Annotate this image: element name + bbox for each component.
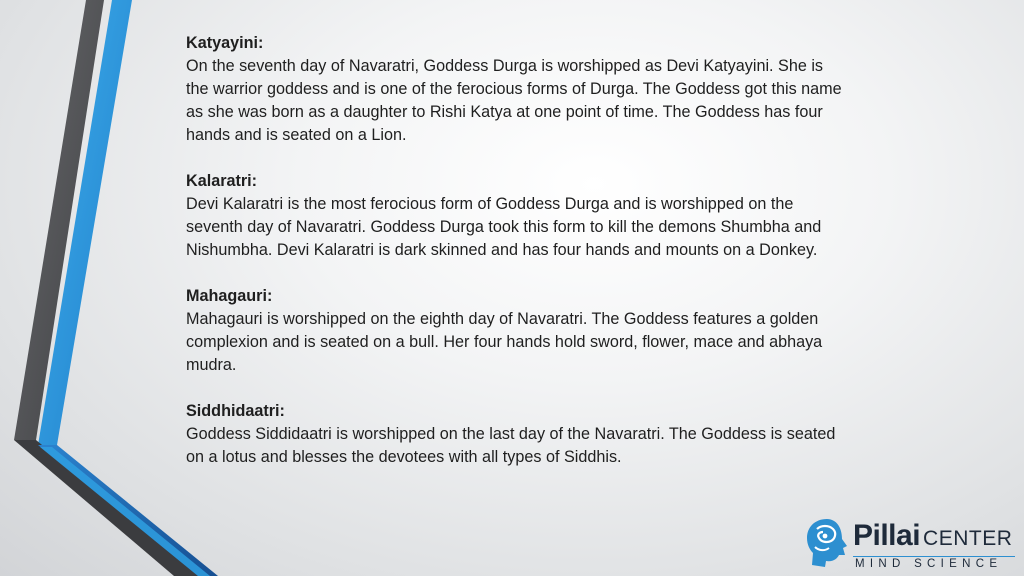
section-heading: Siddhidaatri: — [186, 402, 285, 420]
blue-stripe-lower — [40, 447, 210, 576]
section-text: Devi Kalaratri is the most ferocious form of Goddess Durga and is worshipped on the seventh day of Navaratri. Goddess Durga took this form to kill the demons Shumbha and Nishumbha. Devi Kalaratri is dark skinned and has four hands and mounts on a Donkey. — [186, 195, 822, 259]
section-heading: Kalaratri: — [186, 172, 258, 190]
section-heading: Mahagauri: — [186, 287, 273, 305]
dark-stripe-lower — [14, 440, 200, 576]
section-siddhidaatri — [186, 400, 846, 469]
logo-name — [853, 519, 1012, 553]
content-area — [186, 32, 846, 492]
logo-name-center: CENTER — [923, 527, 1013, 550]
section-kalaratri — [186, 170, 846, 262]
logo-divider — [853, 556, 1015, 557]
section-text: On the seventh day of Navaratri, Goddess Durga is worshipped as Devi Katyayini. She is the warrior goddess and is one of the ferocious forms of Durga. The Goddess got this name as she was born as a daughter to Rishi Katya at one point of time. The Goddess has four hands and is seated on a Lion. — [186, 57, 842, 144]
logo-tagline: MIND SCIENCE — [855, 558, 1003, 570]
section-mahagauri — [186, 285, 846, 377]
brain-head-icon — [803, 515, 851, 571]
section-katyayini — [186, 32, 846, 147]
pillai-center-logo — [803, 515, 1018, 571]
section-heading: Katyayini: — [186, 34, 264, 52]
logo-name-pillai: Pillai — [853, 519, 921, 552]
section-text: Mahagauri is worshipped on the eighth day of Navaratri. The Goddess features a golden complexion and is seated on a bull. Her four hands hold sword, flower, mace and abhaya mudra. — [186, 310, 823, 374]
section-text: Goddess Siddidaatri is worshipped on the last day of the Navaratri. The Goddess is seated on a lotus and blesses the devotees with all types of Siddhis. — [186, 425, 836, 466]
